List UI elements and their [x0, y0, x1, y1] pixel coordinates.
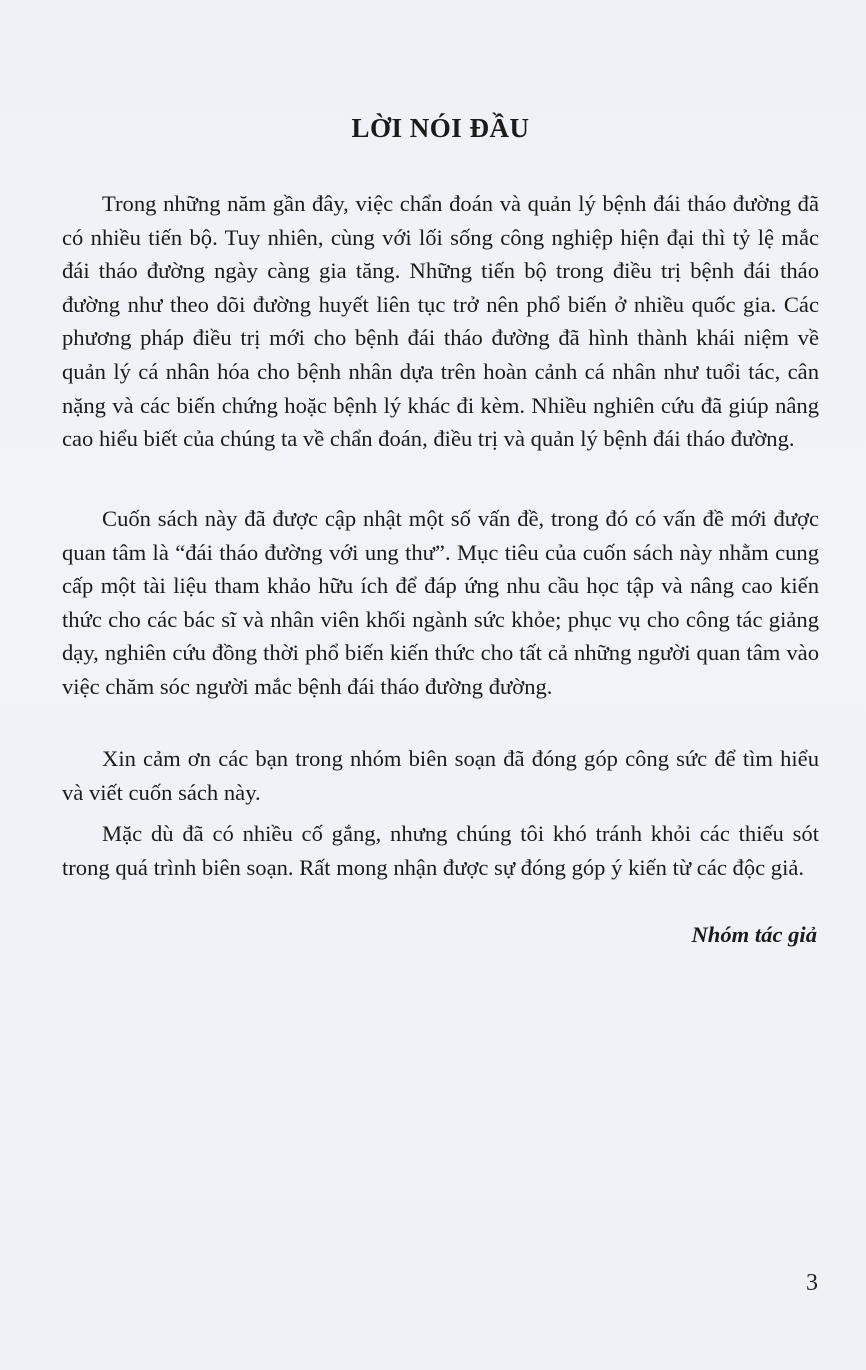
- paragraph-1: Trong những năm gần đây, việc chẩn đoán và quản lý bệnh đái tháo đường đã có nhiều tiến bộ. Tuy nhiên, cùng với lối sống công nghiệp hiện đại thì tỷ lệ mắc đái tháo đường ngày càng gia tăng. Những tiến bộ trong điều trị bệnh đái tháo đường như theo dõi đường huyết liên tục trở nên phổ biến ở nhiều quốc gia. Các phương pháp điều trị mới cho bệnh đái tháo đường đã hình thành khái niệm về quản lý cá nhân hóa cho bệnh nhân dựa trên hoàn cảnh cá nhân như tuổi tác, cân nặng và các biến chứng hoặc bệnh lý khác đi kèm. Nhiều nghiên cứu đã giúp nâng cao hiểu biết của chúng ta về chẩn đoán, điều trị và quản lý bệnh đái tháo đường.: [62, 191, 819, 452]
- paragraph-2: Cuốn sách này đã được cập nhật một số vấn đề, trong đó có vấn đề mới được quan tâm là “đái tháo đường với ung thư”. Mục tiêu của cuốn sách này nhằm cung cấp một tài liệu tham khảo hữu ích để đáp ứng nhu cầu học tập và nâng cao kiến thức cho các bác sĩ và nhân viên khối ngành sức khỏe; phục vụ cho công tác giảng dạy, nghiên cứu đồng thời phổ biến kiến thức cho tất cả những người quan tâm vào việc chăm sóc người mắc bệnh đái tháo đường đường.: [62, 506, 819, 699]
- paragraph-4: Mặc dù đã có nhiều cố gắng, nhưng chúng tôi khó tránh khỏi các thiếu sót trong quá trình biên soạn. Rất mong nhận được sự đóng góp ý kiến từ các độc giả.: [62, 821, 819, 880]
- author-signature: Nhóm tác giả: [691, 922, 817, 947]
- page-number: 3: [806, 1270, 818, 1296]
- paragraph-3: Xin cảm ơn các bạn trong nhóm biên soạn đã đóng góp công sức để tìm hiểu và viết cuốn sách này.: [62, 746, 819, 805]
- page-title: LỜI NÓI ĐẦU: [351, 113, 530, 143]
